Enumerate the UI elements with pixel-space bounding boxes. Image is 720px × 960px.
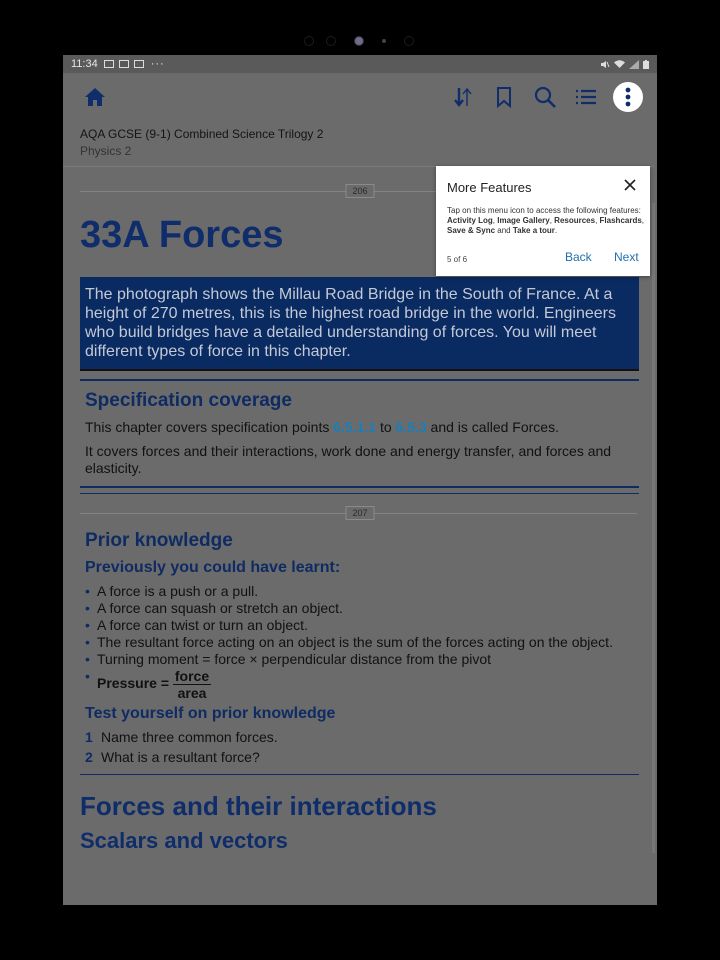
battery-icon (643, 60, 649, 69)
tooltip-step-counter: 5 of 6 (447, 255, 468, 264)
search-button[interactable] (531, 83, 559, 111)
bookmark-icon (496, 86, 512, 108)
mute-icon (600, 60, 610, 69)
tooltip-text-part: Tap on this menu icon to access the following features: (447, 206, 641, 215)
book-subtitle: Physics 2 (80, 144, 132, 158)
item-number: 1 (85, 729, 93, 745)
more-notifications-icon: ··· (150, 58, 165, 70)
list-item (85, 747, 657, 767)
section-divider (80, 486, 639, 488)
tooltip-back-button[interactable]: Back (565, 250, 592, 264)
tooltip-text (447, 206, 645, 236)
page-number: 207 (345, 506, 374, 520)
spec-text: This chapter covers specification points (85, 419, 334, 435)
tooltip-text-part: , (549, 216, 555, 225)
scrollbar[interactable] (652, 203, 655, 853)
list-item: • A force can squash or stretch an object. (85, 600, 617, 617)
tooltip-text-part: , (492, 216, 498, 225)
camera-icon (354, 36, 364, 46)
tooltip-close-button[interactable] (622, 177, 638, 193)
intro-box: The photograph shows the Millau Road Bridge in the South of France. At a height of 270 metres, this is the highest road bridge in the world. Engineers who build bridges have a detailed understanding of forces. You will meet different types of force in this chapter. (80, 277, 639, 371)
pressure-fraction (173, 668, 211, 701)
feature-name: Save & Sync (447, 226, 496, 235)
search-icon (534, 86, 556, 108)
sensor-icon (326, 36, 336, 46)
section-divider (80, 379, 639, 381)
list-item: • Turning moment = force × perpendicular distance from the pivot (85, 651, 617, 668)
feature-name: Flashcards (599, 216, 642, 225)
section-divider (80, 774, 639, 775)
home-button[interactable] (81, 83, 109, 111)
page-number: 206 (345, 184, 374, 198)
list-item: • A force is a push or a pull. (85, 583, 617, 600)
sensor-icon (304, 36, 314, 46)
tooltip-next-button[interactable]: Next (614, 250, 639, 264)
book-header (63, 121, 654, 167)
tooltip-text-part: , (641, 216, 645, 225)
feature-name: Image Gallery (497, 216, 550, 225)
image-notification-icon (119, 60, 129, 68)
signal-icon (629, 60, 639, 69)
app-screen (63, 55, 657, 905)
item-text: What is a resultant force? (101, 749, 260, 765)
home-icon (84, 87, 106, 107)
list-item: • The resultant force acting on an object is the sum of the forces acting on the object. (85, 634, 617, 651)
status-icons (600, 60, 649, 69)
status-bar (63, 55, 657, 73)
page-marker (63, 506, 657, 520)
list-icon (575, 88, 597, 106)
contents-button[interactable] (572, 83, 600, 111)
prior-list (85, 583, 617, 701)
bookmark-button[interactable] (490, 83, 518, 111)
spec-link-653[interactable]: 6.5.3 (395, 419, 427, 435)
sensor-icon (404, 36, 414, 46)
spec-text: to (376, 419, 396, 435)
pressure-label: Pressure = (97, 675, 173, 692)
feature-name: Take a tour (512, 226, 555, 235)
chapter-title: 33A Forces (80, 214, 284, 256)
fraction-numerator: force (174, 668, 210, 684)
more-features-tooltip (436, 166, 650, 276)
list-item (85, 727, 657, 747)
cut-off-heading: Scalars and vectors (80, 828, 288, 853)
prior-heading: Prior knowledge (85, 530, 233, 551)
spec-heading: Specification coverage (85, 390, 292, 411)
feature-name: Activity Log (447, 216, 493, 225)
section-title: Forces and their interactions (80, 791, 437, 821)
test-heading: Test yourself on prior knowledge (85, 705, 336, 722)
sort-button[interactable] (449, 83, 477, 111)
spec-text: and is called Forces. (426, 419, 559, 435)
reader-content[interactable] (63, 165, 657, 905)
spec-line-2: It covers forces and their interactions, work done and energy transfer, and forces and elasticity. (85, 443, 612, 476)
fraction-denominator: area (177, 685, 207, 701)
wifi-icon (614, 60, 625, 69)
sort-arrows-icon (452, 85, 474, 109)
item-text: Name three common forces. (101, 729, 278, 745)
tooltip-text-part: . (554, 226, 558, 235)
calendar-notification-icon (134, 60, 144, 68)
item-number: 2 (85, 749, 93, 765)
spec-line-1 (85, 419, 637, 436)
sensor-dot-icon (382, 39, 386, 43)
section-divider (80, 493, 639, 494)
gallery-notification-icon (104, 60, 114, 68)
test-list (85, 727, 657, 767)
feature-name: Resources (554, 216, 596, 225)
status-time: 11:34 (71, 58, 98, 70)
close-icon (622, 177, 638, 193)
tooltip-text-part: , (595, 216, 600, 225)
top-toolbar (63, 73, 657, 121)
list-item: • A force can twist or turn an object. (85, 617, 617, 634)
more-features-button[interactable] (613, 82, 643, 112)
prior-subheading: Previously you could have learnt: (85, 559, 341, 576)
tooltip-title: More Features (447, 180, 532, 195)
spec-link-6511[interactable]: 6.5.1.1 (333, 419, 377, 435)
list-item (85, 668, 617, 701)
device-camera-bar (300, 30, 420, 50)
tooltip-text-part: and (495, 226, 513, 235)
book-title: AQA GCSE (9-1) Combined Science Trilogy 2 (80, 127, 324, 141)
more-vertical-icon (625, 87, 631, 107)
